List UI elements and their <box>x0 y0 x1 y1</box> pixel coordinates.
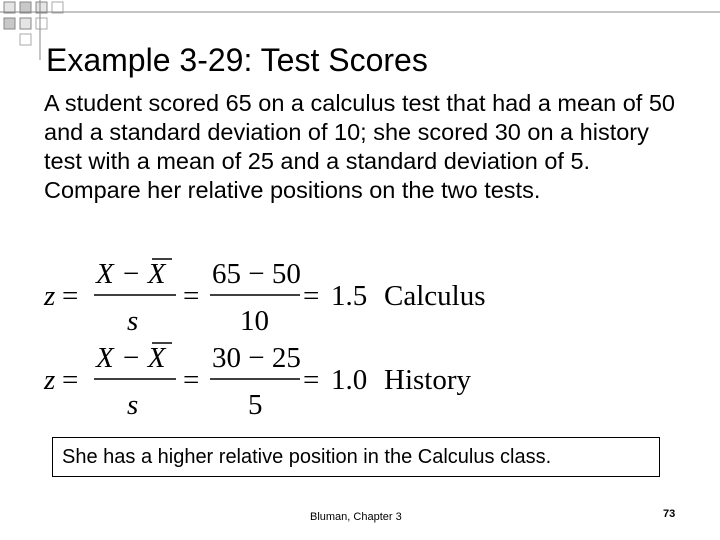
numerator: 65 − 50 <box>212 258 301 290</box>
subject-label: Calculus <box>384 280 486 312</box>
equals-sign: = <box>303 280 320 312</box>
formula-numerator: X − X <box>96 342 166 374</box>
denominator: 5 <box>248 389 263 421</box>
denominator: 10 <box>240 305 269 337</box>
page-number: 73 <box>663 508 676 520</box>
subject-label: History <box>384 364 471 396</box>
z-symbol: z <box>44 280 56 312</box>
formula-denominator: s <box>127 389 139 421</box>
z-symbol: z <box>44 364 56 396</box>
conclusion-box: She has a higher relative position in the Calculus class. <box>52 437 660 477</box>
slide-title: Example 3-29: Test Scores <box>46 42 428 78</box>
equals-sign: = <box>62 364 79 396</box>
formula-numerator: X − X <box>96 258 166 290</box>
equation-calculus <box>43 258 486 337</box>
equals-sign: = <box>62 280 79 312</box>
equals-sign: = <box>183 280 200 312</box>
equals-sign: = <box>303 364 320 396</box>
formula-denominator: s <box>127 305 139 337</box>
result-value: 1.5 <box>331 280 368 312</box>
footer-text: Bluman, Chapter 3 <box>310 511 402 523</box>
numerator: 30 − 25 <box>212 342 301 374</box>
result-value: 1.0 <box>331 364 368 396</box>
problem-text: A student scored 65 on a calculus test that had a mean of 50 and a standard deviation of 10; she scored 30 on a history test with a mean of 25 and a standard deviation of 5. Compare her relative positions on the two tests. <box>44 90 676 203</box>
equals-sign: = <box>183 364 200 396</box>
equation-history <box>43 342 472 421</box>
